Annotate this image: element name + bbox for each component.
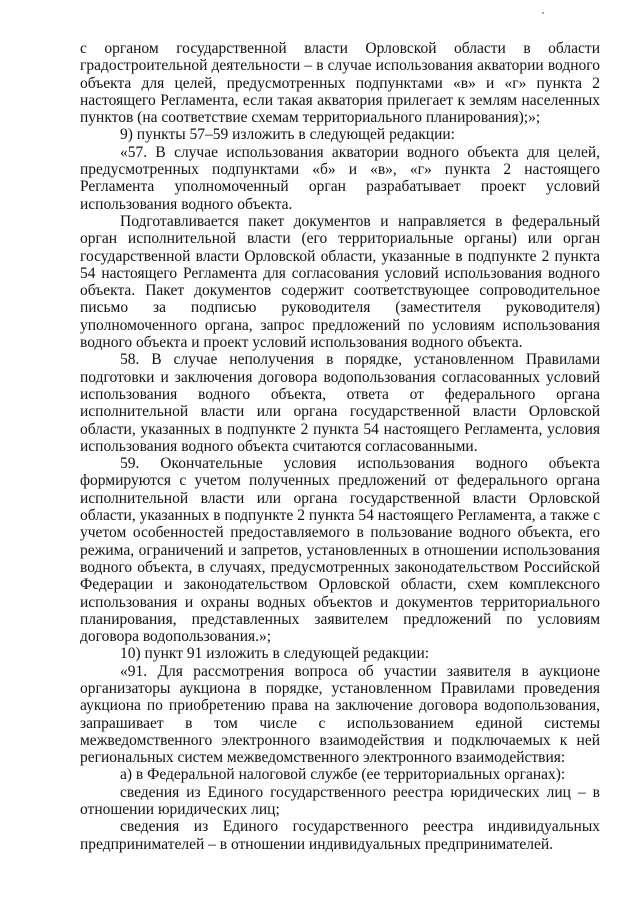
paragraph-item-10: 10) пункт 91 изложить в следующей редакции:	[120, 645, 430, 663]
document-page	[80, 40, 600, 853]
paragraph-59: 59. Окончательные условия использования водного объекта формируются с учетом полученных предложений от федерального органа исполнительной власти или органа государственной власти Орловской области, указанных в подпункте 2 пункта 54 настоящего Регламента, а также с учетом особенностей предоставляемого в пользование водного объекта, его режима, ограничений и запретов, установленных в отношении использования водного объекта, в случаях, предусмотренных законодательством Российской Федерации и законодательством Орловской области, схем комплексного использования и охраны водных объектов и документов территориального планирования, представленных заявителем предложений по условиям договора водопользования.»;	[80, 455, 600, 646]
paragraph-91: «91. Для рассмотрения вопроса об участии заявителя в аукционе организаторы аукциона в порядке, установленном Правилами проведения аукциона по приобретению права на заключение договора водопользования, запрашивает в том числе с использованием единой системы межведомственного электронного взаимодействия и подключаемых к ней региональных систем межведомственного электронного взаимодействия:	[80, 662, 600, 767]
paragraph-57: «57. В случае использования акватории водного объекта для целей, предусмотренных подпунктами «б» и «в», «г» пункта 2 настоящего Регламента уполномоченный орган разрабатывает проект условий использования водного объекта.	[80, 143, 600, 213]
paragraph-entrepreneurs: сведения из Единого государственного реестра индивидуальных предпринимателей – в отношении индивидуальных предпринимателей.	[80, 818, 600, 853]
scan-dot	[542, 12, 544, 14]
paragraph-legal-entities: сведения из Единого государственного реестра юридических лиц – в отношении юридических лиц;	[80, 783, 600, 819]
paragraph-item-9: 9) пункты 57–59 изложить в следующей редакции:	[120, 126, 455, 144]
paragraph-91-a: а) в Федеральной налоговой службе (ее территориальных органах):	[120, 766, 566, 784]
paragraph-58: 58. В случае неполучения в порядке, установленном Правилами подготовки и заключения договора водопользования согласованных условий использования водного объекта, ответа от федерального органа исполнительной власти или органа государственной власти Орловской области, указанных в подпункте 2 пункта 54 настоящего Регламента, условия использования водного объекта считаются согласованными.	[80, 351, 600, 455]
paragraph-57-package: Подготавливается пакет документов и направляется в федеральный орган исполнительной власти (его территориальные органы) или орган государственной власти Орловской области, указанные в подпункте 2 пункта 54 настоящего Регламента для согласования условий использования водного объекта. Пакет документов содержит соответствующее сопроводительное письмо за подписью руководителя (заместителя руководителя) уполномоченного органа, запрос предложений по условиям использования водного объекта и проект условий использования водного объекта.	[80, 212, 600, 352]
paragraph-continuation: с органом государственной власти Орловской области в области градостроительной деятельности – в случае использования акватории водного объекта для целей, предусмотренных подпунктами «в» и «г» пункта 2 настоящего Регламента, если такая акватория прилегает к землям населенных пунктов (на соответствие схемам территориального планирования);»;	[80, 40, 600, 127]
